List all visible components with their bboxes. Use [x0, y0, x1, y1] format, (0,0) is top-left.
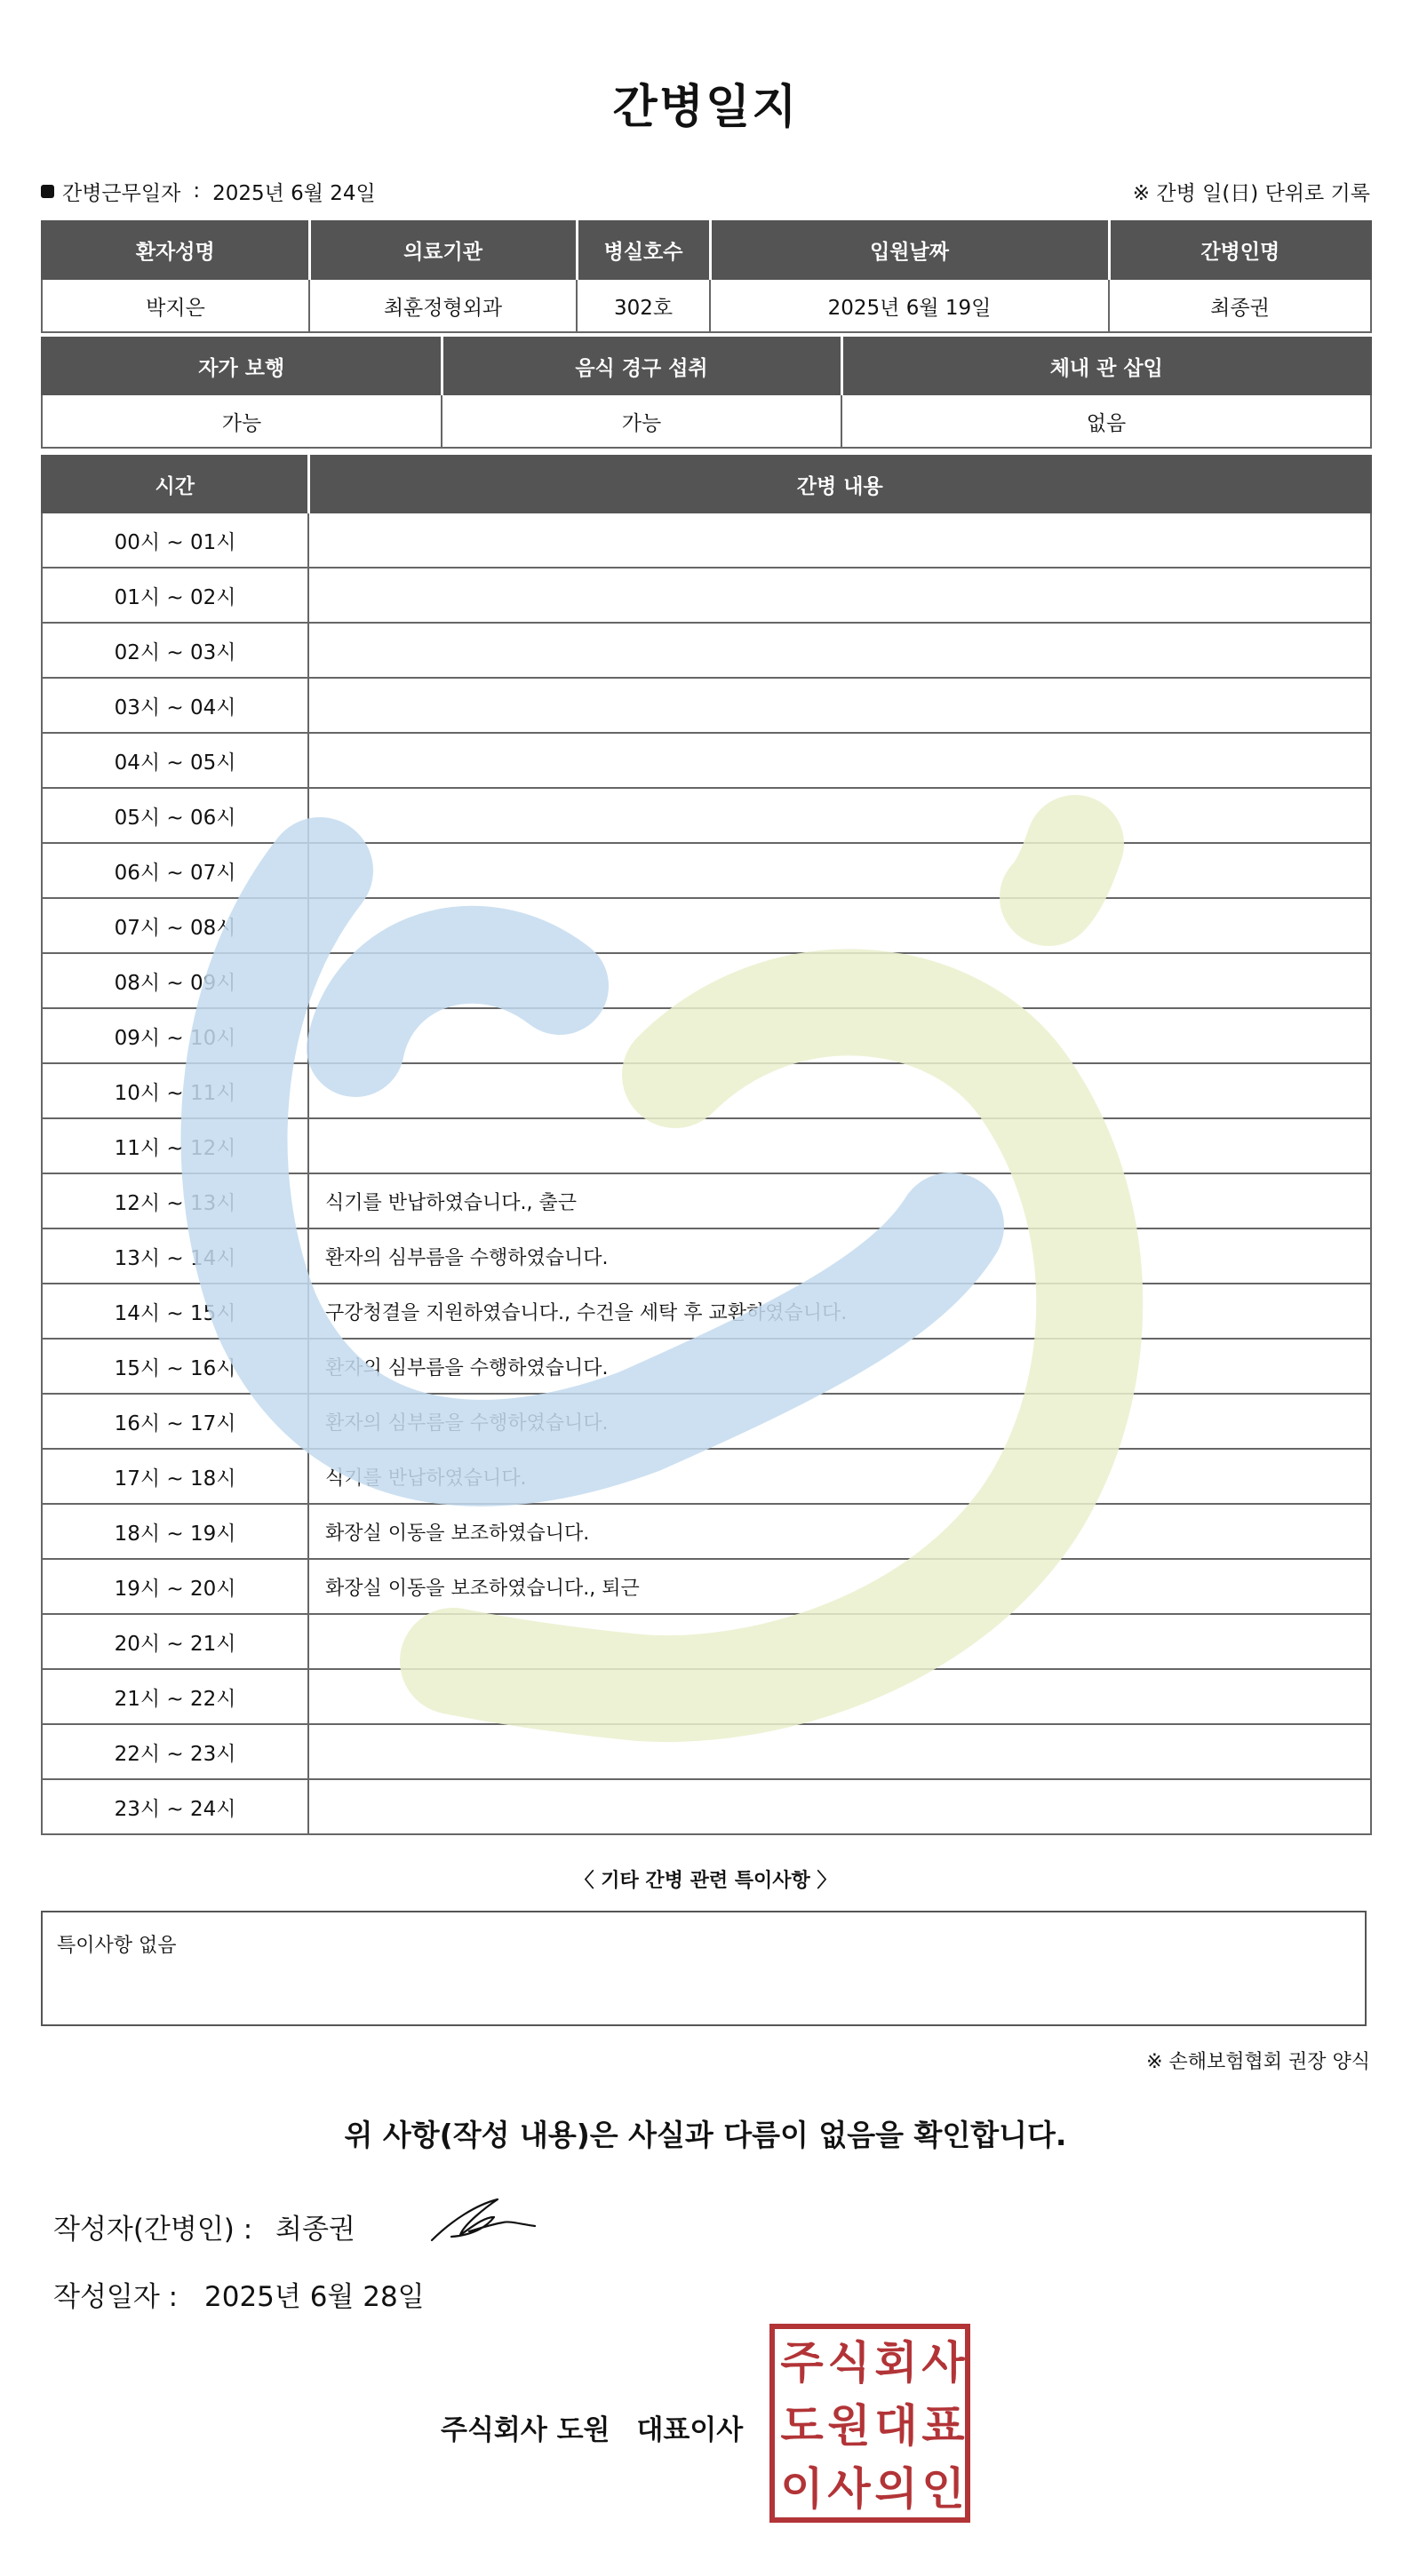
company-signature-line	[441, 2407, 743, 2447]
written-date-value: 2025년 6월 28일	[204, 2281, 425, 2313]
seal-character: 대	[874, 2399, 918, 2452]
work-date-value: 2025년 6월 24일	[212, 181, 376, 205]
time-slot: 01시 ~ 02시	[42, 568, 308, 623]
admission-date: 2025년 6월 19일	[710, 279, 1109, 332]
black-square-icon	[41, 185, 54, 198]
ceo-title: 대표이사	[636, 2414, 744, 2446]
writer-row	[53, 2206, 355, 2246]
written-date-label: 작성일자 :	[53, 2281, 179, 2313]
time-slot: 14시 ~ 15시	[42, 1284, 308, 1339]
caregiver-name: 최종권	[1109, 279, 1371, 332]
care-log-row	[42, 843, 1371, 898]
seal-character: 인	[921, 2462, 965, 2515]
time-slot: 08시 ~ 09시	[42, 953, 308, 1008]
time-slot: 00시 ~ 01시	[42, 513, 308, 568]
header-caregiver-name: 간병인명	[1109, 221, 1371, 279]
status-value-row	[42, 394, 1371, 448]
patient-name: 박지은	[42, 279, 309, 332]
seal-character: 회	[874, 2336, 918, 2389]
self-walking-value: 가능	[42, 394, 442, 448]
care-content: 환자의 심부름을 수행하였습니다.	[308, 1228, 1371, 1284]
time-slot: 12시 ~ 13시	[42, 1173, 308, 1228]
seal-character: 표	[921, 2399, 965, 2452]
form-note: ※ 손해보험협회 권장 양식	[1146, 2051, 1370, 2073]
time-slot: 15시 ~ 16시	[42, 1339, 308, 1394]
care-content	[308, 1779, 1371, 1834]
seal-character: 도	[780, 2399, 824, 2452]
time-slot: 07시 ~ 08시	[42, 898, 308, 953]
time-slot: 09시 ~ 10시	[42, 1008, 308, 1063]
status-header-row	[42, 338, 1371, 394]
care-content	[308, 843, 1371, 898]
care-log-row	[42, 1394, 1371, 1449]
patient-header-row	[42, 221, 1371, 279]
care-content	[308, 623, 1371, 678]
care-content	[308, 1724, 1371, 1779]
seal-character: 사	[827, 2462, 871, 2515]
header-oral-intake: 음식 경구 섭취	[442, 338, 841, 394]
care-log-row	[42, 1339, 1371, 1394]
seal-character: 사	[921, 2336, 965, 2389]
care-content: 환자의 심부름을 수행하였습니다.	[308, 1339, 1371, 1394]
care-log-row	[42, 1614, 1371, 1669]
seal-character: 이	[780, 2462, 824, 2515]
header-self-walking: 자가 보행	[42, 338, 442, 394]
care-log-row	[42, 568, 1371, 623]
care-log-row	[42, 953, 1371, 1008]
tube-insertion-value: 없음	[841, 394, 1371, 448]
header-hospital: 의료기관	[309, 221, 577, 279]
header-patient-name: 환자성명	[42, 221, 309, 279]
extra-notes-box: 특이사항 없음	[41, 1911, 1367, 2026]
care-log-row	[42, 1779, 1371, 1834]
time-slot: 23시 ~ 24시	[42, 1779, 308, 1834]
care-log-row	[42, 1504, 1371, 1559]
care-log-row	[42, 623, 1371, 678]
status-table	[41, 337, 1372, 449]
work-date	[41, 177, 376, 206]
work-date-label: 간병근무일자	[62, 181, 181, 205]
company-seal	[769, 2324, 970, 2523]
care-content	[308, 678, 1371, 733]
time-slot: 19시 ~ 20시	[42, 1559, 308, 1614]
time-slot: 20시 ~ 21시	[42, 1614, 308, 1669]
care-log-row	[42, 1063, 1371, 1118]
care-log-row	[42, 678, 1371, 733]
signature-image	[425, 2185, 549, 2249]
time-slot: 21시 ~ 22시	[42, 1669, 308, 1724]
care-content	[308, 733, 1371, 788]
seal-character: 의	[874, 2462, 918, 2515]
care-content	[308, 1669, 1371, 1724]
patient-value-row	[42, 279, 1371, 332]
care-log-row	[42, 733, 1371, 788]
confirmation-statement: 위 사항(작성 내용)은 사실과 다름이 없음을 확인합니다.	[344, 2118, 1067, 2152]
care-content	[308, 953, 1371, 1008]
care-content	[308, 1118, 1371, 1173]
care-content	[308, 1614, 1371, 1669]
care-log-row	[42, 1173, 1371, 1228]
care-content: 식기를 반납하였습니다.	[308, 1449, 1371, 1504]
time-slot: 22시 ~ 23시	[42, 1724, 308, 1779]
care-content: 환자의 심부름을 수행하였습니다.	[308, 1394, 1371, 1449]
care-content	[308, 1008, 1371, 1063]
time-slot: 06시 ~ 07시	[42, 843, 308, 898]
header-time: 시간	[42, 456, 308, 513]
patient-table	[41, 220, 1372, 333]
seal-character: 원	[827, 2399, 871, 2452]
care-content	[308, 568, 1371, 623]
header-tube-insertion: 체내 관 삽입	[841, 338, 1371, 394]
company-name: 주식회사 도원	[441, 2414, 610, 2446]
care-log-header-row	[42, 456, 1371, 513]
care-log-row	[42, 1669, 1371, 1724]
time-slot: 17시 ~ 18시	[42, 1449, 308, 1504]
document-title: 간병일지	[612, 81, 799, 134]
care-content	[308, 513, 1371, 568]
written-date-row	[53, 2274, 425, 2314]
time-slot: 03시 ~ 04시	[42, 678, 308, 733]
header-room: 병실호수	[577, 221, 710, 279]
care-log-row	[42, 788, 1371, 843]
oral-intake-value: 가능	[442, 394, 841, 448]
care-log-row	[42, 1559, 1371, 1614]
time-slot: 13시 ~ 14시	[42, 1228, 308, 1284]
writer-name: 최종권	[275, 2214, 355, 2246]
time-slot: 04시 ~ 05시	[42, 733, 308, 788]
time-slot: 10시 ~ 11시	[42, 1063, 308, 1118]
care-log-row	[42, 1724, 1371, 1779]
care-log-table	[41, 455, 1372, 1835]
time-slot: 18시 ~ 19시	[42, 1504, 308, 1559]
care-content: 구강청결을 지원하였습니다., 수건을 세탁 후 교환하였습니다.	[308, 1284, 1371, 1339]
care-content: 식기를 반납하였습니다., 출근	[308, 1173, 1371, 1228]
time-slot: 05시 ~ 06시	[42, 788, 308, 843]
care-content: 화장실 이동을 보조하였습니다.	[308, 1504, 1371, 1559]
care-log-row	[42, 1449, 1371, 1504]
extra-notes-title: 〈 기타 간병 관련 특이사항 〉	[574, 1870, 837, 1892]
care-content: 화장실 이동을 보조하였습니다., 퇴근	[308, 1559, 1371, 1614]
care-content	[308, 1063, 1371, 1118]
time-slot: 16시 ~ 17시	[42, 1394, 308, 1449]
header-admission-date: 입원날짜	[710, 221, 1109, 279]
room-number: 302호	[577, 279, 710, 332]
care-log-row	[42, 1008, 1371, 1063]
care-log-row	[42, 898, 1371, 953]
seal-character: 식	[827, 2336, 871, 2389]
work-date-separator: :	[193, 179, 201, 203]
meta-row	[41, 176, 1370, 206]
care-log-row	[42, 1228, 1371, 1284]
writer-label: 작성자(간병인) :	[53, 2214, 253, 2246]
care-content	[308, 898, 1371, 953]
unit-note: ※ 간병 일(日) 단위로 기록	[1132, 181, 1370, 205]
care-log-row	[42, 1284, 1371, 1339]
hospital-name: 최훈정형외과	[309, 279, 577, 332]
header-care-content: 간병 내용	[308, 456, 1371, 513]
care-log-row	[42, 1118, 1371, 1173]
seal-character: 주	[780, 2336, 824, 2389]
care-log-row	[42, 513, 1371, 568]
care-content	[308, 788, 1371, 843]
time-slot: 02시 ~ 03시	[42, 623, 308, 678]
time-slot: 11시 ~ 12시	[42, 1118, 308, 1173]
